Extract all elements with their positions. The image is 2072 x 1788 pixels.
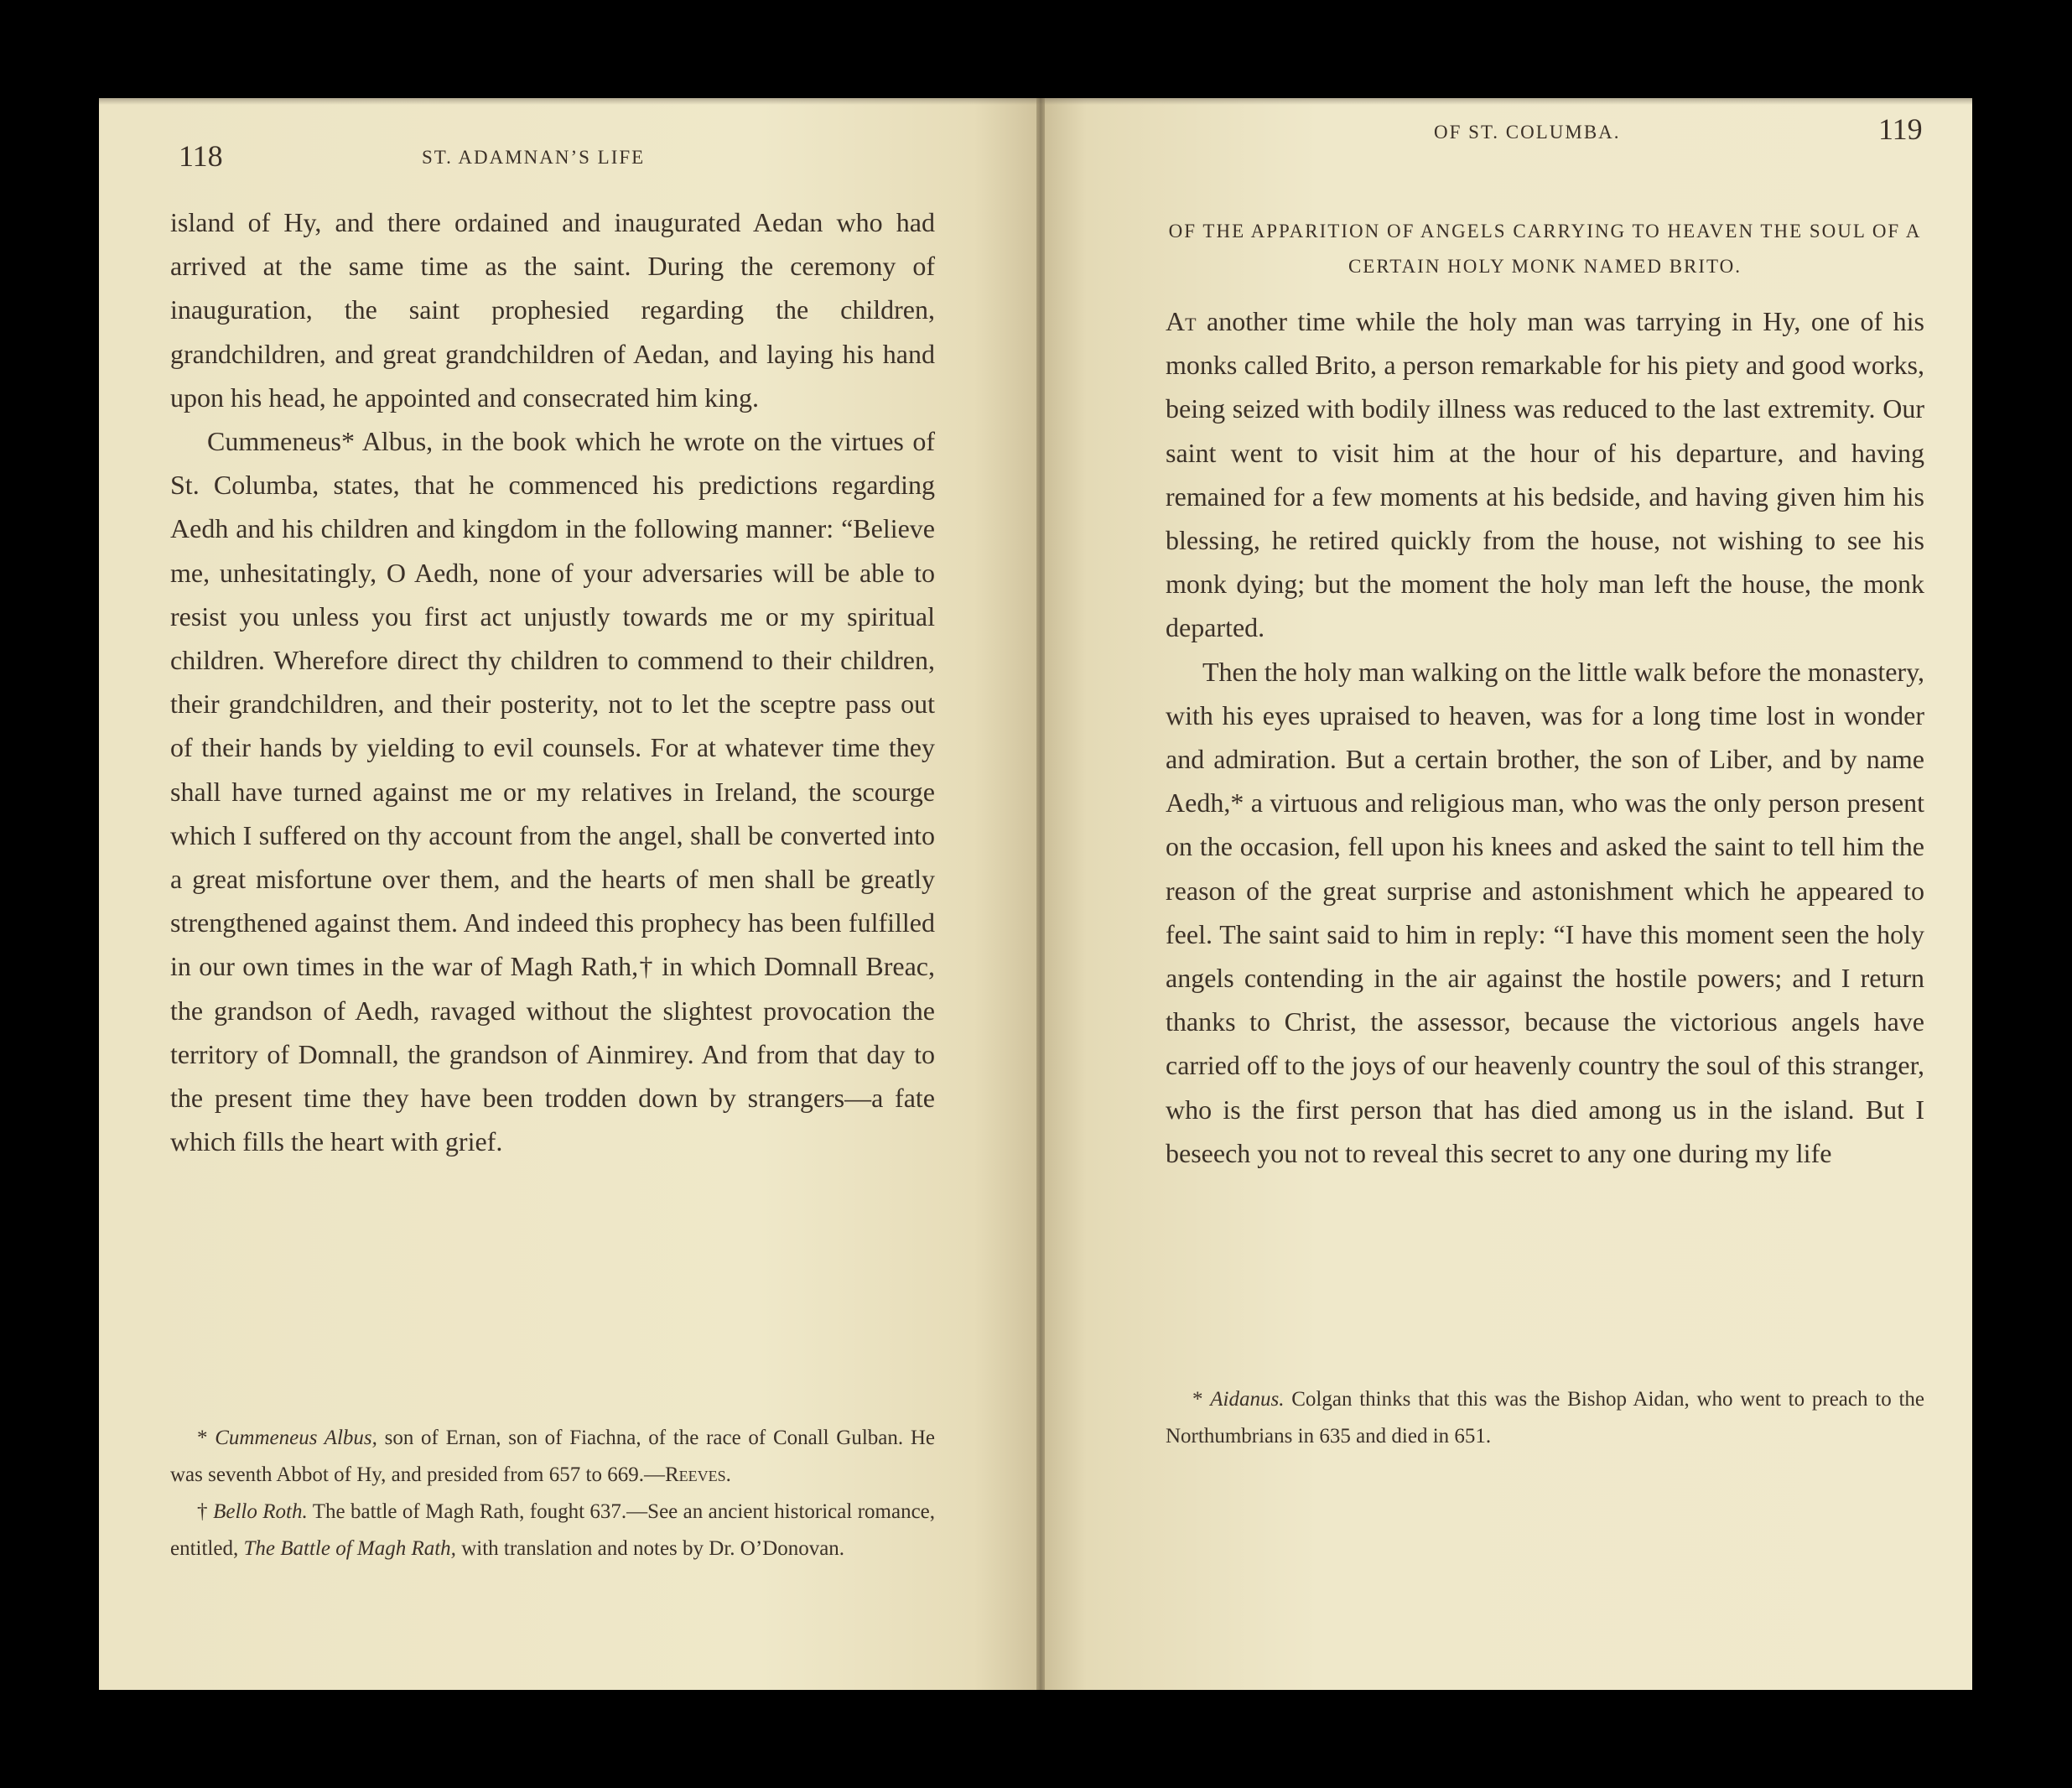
- paragraph: [1166, 299, 1924, 650]
- footnote: [1166, 1381, 1924, 1455]
- body-text: [170, 200, 935, 1163]
- footnote-term: Bello Roth.: [213, 1500, 308, 1523]
- footnotes: [170, 1420, 935, 1567]
- footnote-title: The Battle of Magh Rath,: [243, 1537, 456, 1560]
- footnotes: [1166, 1381, 1924, 1455]
- footnote-mark: †: [197, 1500, 208, 1523]
- footnote-source: Reeves.: [664, 1463, 731, 1486]
- page-number: 118: [179, 139, 223, 173]
- book-gutter: [1036, 98, 1045, 1690]
- footnote-text: with translation and notes by Dr. O’Donovan.: [455, 1537, 845, 1560]
- running-head: ST. ADAMNAN’S LIFE: [422, 147, 646, 168]
- running-head: OF ST. COLUMBA.: [1434, 122, 1621, 143]
- initial-word: At: [1166, 306, 1197, 336]
- paragraph-text: another time while the holy man was tarrying in Hy, one of his monks called Brito, a person remarkable for his piety and good works, being seized with bodily illness was reduced to the last extremity. Our saint went to visit him at the hour of his departure, and having remained for a few moments at his bedside, and having given him his blessing, he retired quickly from the house, not wishing to see his monk dying; but the moment the holy man left the house, the monk departed.: [1166, 306, 1924, 643]
- page-number: 119: [1878, 112, 1923, 146]
- left-page: [99, 98, 1040, 1690]
- footnote-term: Aidanus.: [1210, 1388, 1285, 1411]
- footnote-mark: *: [197, 1427, 208, 1449]
- footnote-text: son of Ernan, son of Fiachna, of the race of Conall Gulban. He was seventh Abbot of Hy, and presided from 657 to 669.—: [170, 1427, 936, 1486]
- section-heading: OF THE APPARITION OF ANGELS CARRYING TO HEAVEN THE SOUL OF A CERTAIN HOLY MONK NAMED BRITO.: [1168, 221, 1922, 277]
- footnote-term: Cummeneus Albus,: [215, 1427, 377, 1449]
- footnote-mark: *: [1192, 1388, 1203, 1411]
- footnote: [170, 1494, 935, 1567]
- paragraph: Then the holy man walking on the little walk before the monastery, with his eyes upraised to heaven, was for a long time lost in wonder and admiration. But a certain brother, the son of Liber, and by name Aedh,* a virtuous and religious man, who was the only person present on the occasion, fell upon his knees and asked the saint to tell him the reason of the great surprise and astonishment which he appeared to feel. The saint said to him in reply: “I have this moment seen the holy angels contending in the air against the hostile powers; and I return thanks to Christ, the assessor, because the victorious angels have carried off to the joys of our heavenly country the soul of this stranger, who is the first person that has died among us in the island. But I beseech you not to reveal this secret to any one during my life: [1166, 656, 1924, 1168]
- body-text: [1166, 299, 1924, 1175]
- footnote-text: The battle of Magh Rath, fought 637.—See an ancient historical romance, entitled,: [170, 1500, 936, 1560]
- right-page: [1040, 98, 1972, 1690]
- footnote: [170, 1420, 935, 1494]
- paragraph: island of Hy, and there ordained and inaugurated Aedan who had arrived at the same time as the saint. During the ceremony of inauguration, the saint prophesied regarding the children, grandchildren, and great grandchildren of Aedan, and laying his hand upon his head, he appointed and consecrated him king.: [170, 207, 935, 413]
- page-edge-shadow: [99, 98, 1040, 105]
- page-edge-shadow: [1040, 98, 1972, 105]
- footnote-text: Colgan thinks that this was the Bishop Aidan, who went to preach to the Northumbrians in 635 and died in 651.: [1166, 1388, 1924, 1448]
- book-spread: [99, 98, 1972, 1690]
- paragraph: Cummeneus* Albus, in the book which he wrote on the virtues of St. Columba, states, that he commenced his predictions regarding Aedh and his children and kingdom in the following manner: “Believe me, unhesitatingly, O Aedh, none of your adversaries will be able to resist you unless you first act unjustly towards me or my spiritual children. Wherefore direct thy children to commend to their children, their grandchildren, and their posterity, not to let the sceptre pass out of their hands by yielding to evil counsels. For at whatever time they shall have turned against me or my relatives in Ireland, the scourge which I suffered on thy account from the angel, shall be converted into a great misfortune over them, and the hearts of men shall be greatly strengthened against them. And indeed this prophecy has been fulfilled in our own times in the war of Magh Rath,† in which Domnall Breac, the grandson of Aedh, ravaged without the slightest provocation the territory of Domnall, the grandson of Ainmirey. And from that day to the present time they have been trodden down by strangers—a fate which fills the heart with grief.: [170, 426, 935, 1157]
